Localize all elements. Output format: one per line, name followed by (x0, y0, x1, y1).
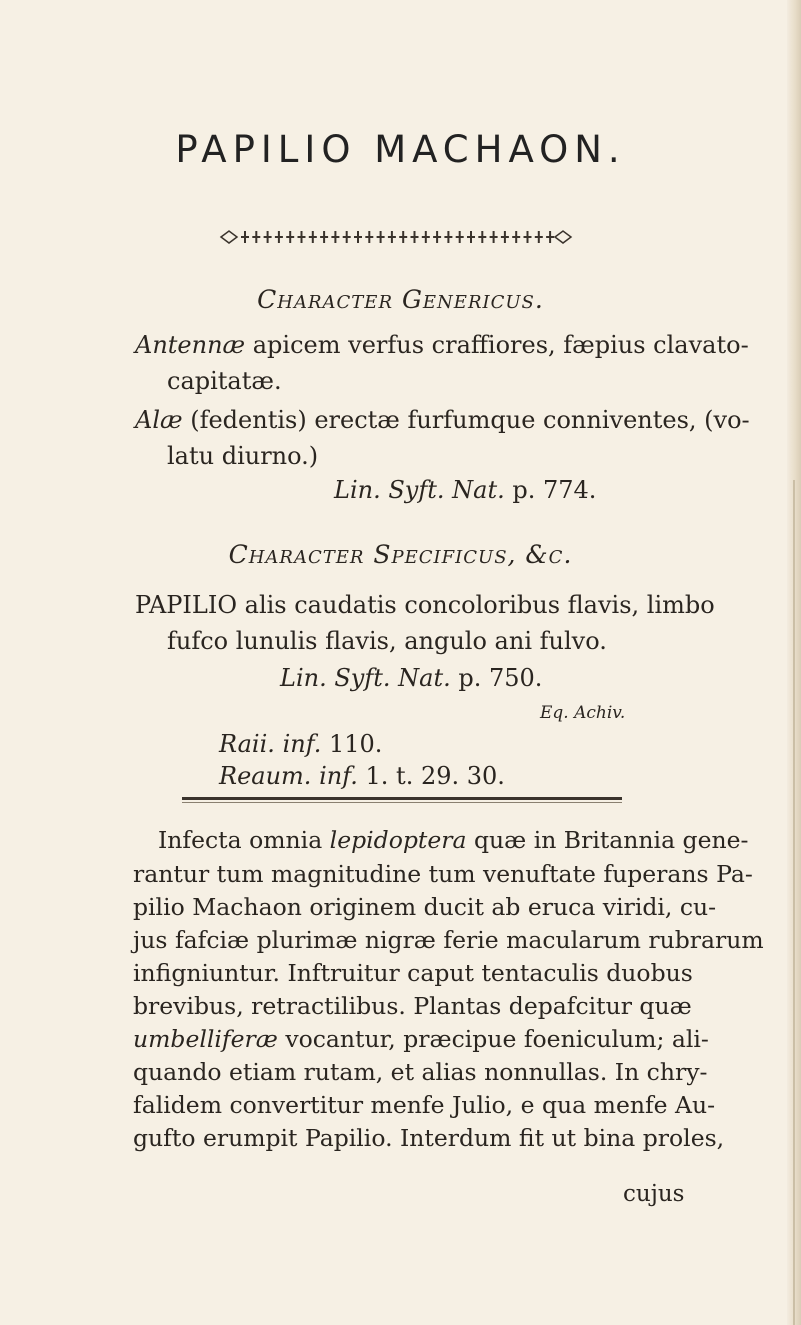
ref-author: Lin. (334, 476, 381, 504)
body-line-text: Infecta omnia (158, 826, 330, 854)
ornament-cross-stem (346, 231, 348, 243)
ref-work: Syft. Nat. (388, 476, 505, 504)
body-line-text: infigniuntur. Inftruitur caput tentaculis duobus (133, 959, 693, 987)
ornament-cross-stem (493, 231, 495, 243)
ref-author: Reaum. (219, 762, 312, 790)
antennae-text: apicem verfus craffiores, fæpius clavato- (252, 331, 749, 359)
specificus-ref-raii (219, 730, 382, 758)
specificus-ref-reaum (219, 762, 505, 790)
body-line (133, 893, 716, 921)
ornament-cross-stem (255, 231, 257, 243)
specificus-ref-note: Eq. Achiv. (540, 703, 626, 723)
body-line (133, 992, 692, 1020)
ornament-cross-stem (278, 231, 280, 243)
heading-character-specificus (0, 540, 801, 569)
body-line-text: jus fafciæ plurimæ nigræ ferie macularum rubrarum (133, 926, 764, 954)
antennae-term: Antennæ (135, 331, 246, 359)
ornament-cross-stem (380, 231, 382, 243)
ornament-cross-stem (470, 231, 472, 243)
specificus-ref-lin (280, 664, 542, 692)
body-line (133, 860, 753, 888)
body-line-italic: umbelliferæ (133, 1025, 278, 1053)
body-line (158, 826, 748, 854)
ornament-cross-stem (244, 231, 246, 243)
ref-page: 110. (329, 730, 383, 758)
page-edge-line (793, 480, 795, 1325)
ref-work: inf. (282, 730, 322, 758)
specificus-line-2: fufco lunulis flavis, angulo ani fulvo. (167, 627, 607, 655)
body-line (133, 926, 764, 954)
page-title: PAPILIO MACHAON. (175, 128, 626, 171)
ref-page: 1. t. 29. 30. (365, 762, 505, 790)
ref-work: inf. (319, 762, 358, 790)
alae-text: (fedentis) erectæ furfumque conniventes, (vo- (190, 406, 750, 434)
ornament-cross-stem (414, 231, 416, 243)
ornament-diamond (221, 231, 237, 243)
ornament-cross-stem (549, 231, 551, 243)
body-line-text: gufto erumpit Papilio. Interdum fit ut bina proles, (133, 1124, 725, 1152)
ornament-cross-stem (481, 231, 483, 243)
ornament-divider (219, 228, 573, 246)
section-rule-thin (182, 802, 622, 803)
body-line (133, 1091, 715, 1119)
ornament-cross-stem (323, 231, 325, 243)
body-line (133, 1025, 709, 1053)
ornament-cross-stem (334, 231, 336, 243)
ref-author: Lin. (280, 664, 327, 692)
alae-line-2: latu diurno.) (167, 442, 319, 470)
alae-term: Alæ (135, 406, 183, 434)
ornament-cross-stem (459, 231, 461, 243)
ref-author: Raii. (219, 730, 275, 758)
heading-character-genericus: Character Genericus. (257, 285, 544, 314)
heading-specificus-main: Character Specificus, (228, 540, 517, 569)
alae-line-1 (135, 405, 750, 435)
ornament-cross-stem (312, 231, 314, 243)
body-line-italic: lepidoptera (329, 826, 467, 854)
body-line-text: quæ in Britannia gene- (466, 826, 749, 854)
ornament-cross-stem (301, 231, 303, 243)
genericus-reference (334, 476, 596, 504)
ornament-cross-stem (391, 231, 393, 243)
body-line-text: pilio Machaon originem ducit ab eruca viridi, cu- (133, 893, 717, 921)
ornament-cross-stem (447, 231, 449, 243)
ref-page: p. 750. (458, 664, 543, 692)
body-line-text: rantur tum magnitudine tum venuftate fuperans Pa- (133, 860, 753, 888)
ornament-cross-stem (436, 231, 438, 243)
body-line-text: brevibus, retractilibus. Plantas depafcitur quæ (133, 992, 692, 1020)
heading-specificus-etc: &c. (525, 540, 573, 569)
antennae-line-2: capitatæ. (167, 367, 282, 395)
body-line-text: quando etiam rutam, et alias nonnullas. In chry- (133, 1058, 708, 1086)
body-line-text: falidem convertitur menfe Julio, e qua menfe Au- (133, 1091, 716, 1119)
ref-page: p. 774. (512, 476, 597, 504)
ornament-cross-stem (368, 231, 370, 243)
ornament-cross-stem (289, 231, 291, 243)
ornament-cross-stem (425, 231, 427, 243)
specificus-line-1: PAPILIO alis caudatis concoloribus flavis, limbo (135, 591, 715, 619)
body-line (133, 1124, 724, 1152)
ornament-cross-stem (538, 231, 540, 243)
ornament-cross-stem (402, 231, 404, 243)
ornament-cross-stem (357, 231, 359, 243)
ornament-diamond (555, 231, 571, 243)
catchword: cujus (623, 1181, 685, 1207)
body-line-text: vocantur, præcipue foeniculum; ali- (277, 1025, 709, 1053)
antennae-line-1 (135, 330, 749, 360)
ornament-cross-stem (515, 231, 517, 243)
body-line (133, 959, 693, 987)
ornament-cross-stem (504, 231, 506, 243)
section-rule (182, 797, 622, 800)
ornament-cross-stem (267, 231, 269, 243)
ornament-cross-stem (527, 231, 529, 243)
ref-work: Syft. Nat. (334, 664, 451, 692)
body-line (133, 1058, 707, 1086)
